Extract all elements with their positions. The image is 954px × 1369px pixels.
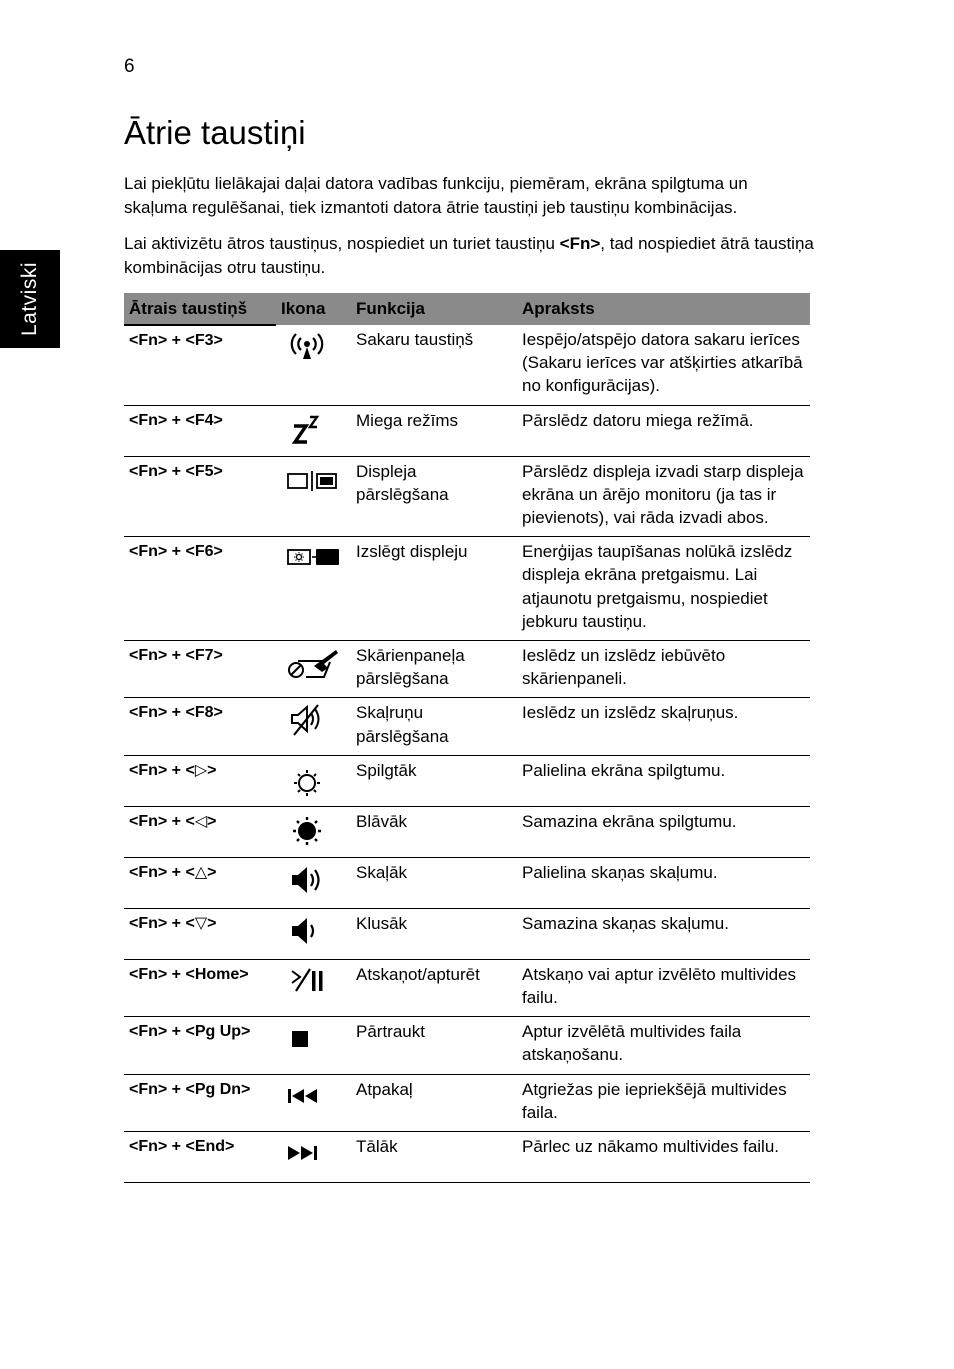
play-pause-icon [284, 963, 330, 1003]
table-row [124, 1132, 810, 1183]
page-number: 6 [124, 56, 135, 77]
function-name: Pārtraukt [351, 1017, 517, 1074]
wireless-icon [284, 328, 330, 368]
volume-up-icon [284, 861, 330, 901]
intro-paragraph-1: Lai piekļūtu lielākajai daļai datora vadības funkciju, piemēram, ekrāna spilgtuma un skaļuma regulēšanai, tiek izmantoti datora ātrie taustiņi jeb taustiņu kombinācijas. [124, 174, 748, 217]
function-name: Skaļāk [351, 857, 517, 908]
hotkey: <Fn> + <Home> [124, 959, 276, 1016]
function-name: Tālāk [351, 1132, 517, 1183]
function-description: Atgriežas pie iepriekšējā multivides faila. [517, 1074, 810, 1131]
language-tab-label: Latviski [18, 261, 41, 337]
function-description: Palielina skaņas skaļumu. [517, 857, 810, 908]
display-off-icon [284, 540, 342, 580]
function-name: Miega režīms [351, 405, 517, 456]
function-description: Ieslēdz un izslēdz iebūvēto skārienpaneli. [517, 641, 810, 698]
table-header-row [124, 293, 810, 325]
table-row [124, 857, 810, 908]
table-row [124, 698, 810, 755]
function-description: Samazina skaņas skaļumu. [517, 908, 810, 959]
function-name: Izslēgt displeju [351, 537, 517, 641]
brightness-up-icon [284, 759, 330, 799]
table-row [124, 641, 810, 698]
function-description: Samazina ekrāna spilgtumu. [517, 806, 810, 857]
header-function: Funkcija [351, 293, 517, 325]
function-name: Klusāk [351, 908, 517, 959]
table-row [124, 1074, 810, 1131]
hotkey: <Fn> + <▽> [124, 908, 276, 959]
display-toggle-icon [284, 460, 340, 500]
hotkey: <Fn> + <▷> [124, 755, 276, 806]
table-row [124, 405, 810, 456]
hotkey: <Fn> + <F3> [124, 325, 276, 405]
intro-2-fn-key: <Fn> [559, 234, 601, 253]
table-row [124, 806, 810, 857]
function-description: Pārlec uz nākamo multivides failu. [517, 1132, 810, 1183]
table-row [124, 456, 810, 537]
table-row [124, 1017, 810, 1074]
hotkey: <Fn> + <F6> [124, 537, 276, 641]
brightness-down-icon [284, 810, 330, 850]
hotkeys-table [124, 293, 810, 1183]
intro-paragraph-2 [124, 232, 814, 279]
function-description: Atskaņo vai aptur izvēlēto multivides failu. [517, 959, 810, 1016]
header-icon: Ikona [276, 293, 351, 325]
function-name: Displeja pārslēgšana [351, 456, 517, 537]
volume-down-icon [284, 912, 330, 952]
function-description: Pārslēdz displeja izvadi starp displeja ekrāna un ārējo monitoru (ja tas ir pievienots), vai rāda izvadi abos. [517, 456, 810, 537]
intro-2-text-start: Lai aktivizētu ātros taustiņus, nospiediet un turiet taustiņu [124, 234, 560, 253]
next-track-icon [284, 1135, 330, 1175]
function-description: Palielina ekrāna spilgtumu. [517, 755, 810, 806]
hotkey: <Fn> + <△> [124, 857, 276, 908]
function-description: Pārslēdz datoru miega režīmā. [517, 405, 810, 456]
header-description: Apraksts [517, 293, 810, 325]
hotkey: <Fn> + <F5> [124, 456, 276, 537]
table-row [124, 325, 810, 405]
table-row [124, 908, 810, 959]
hotkey: <Fn> + <Pg Dn> [124, 1074, 276, 1131]
intro-2-text-end: , tad nospiediet ātrā taustiņa kombinācijas otru taustiņu. [124, 234, 814, 277]
hotkey: <Fn> + <Pg Up> [124, 1017, 276, 1074]
function-name: Skārienpaneļa pārslēgšana [351, 641, 517, 698]
header-key: Ātrais taustiņš [124, 293, 276, 325]
language-tab [0, 250, 60, 348]
sleep-icon [284, 409, 330, 449]
table-row [124, 755, 810, 806]
touchpad-toggle-icon [284, 644, 342, 684]
stop-icon [284, 1020, 330, 1060]
hotkey: <Fn> + <F8> [124, 698, 276, 755]
function-description: Iespējo/atspējo datora sakaru ierīces (Sakaru ierīces var atšķirties atkarībā no konfigurācijas). [517, 325, 810, 405]
function-name: Blāvāk [351, 806, 517, 857]
function-name: Sakaru taustiņš [351, 325, 517, 405]
function-description: Aptur izvēlētā multivides faila atskaņošanu. [517, 1017, 810, 1074]
function-name: Atpakaļ [351, 1074, 517, 1131]
table-row [124, 959, 810, 1016]
table-row [124, 537, 810, 641]
function-name: Skaļruņu pārslēgšana [351, 698, 517, 755]
previous-track-icon [284, 1078, 330, 1118]
hotkey: <Fn> + <End> [124, 1132, 276, 1183]
hotkey: <Fn> + <F4> [124, 405, 276, 456]
function-description: Enerģijas taupīšanas nolūkā izslēdz displeja ekrāna pretgaismu. Lai atjaunotu pretgaismu, nospiediet jebkuru taustiņu. [517, 537, 810, 641]
hotkey: <Fn> + <◁> [124, 806, 276, 857]
hotkey: <Fn> + <F7> [124, 641, 276, 698]
function-description: Ieslēdz un izslēdz skaļruņus. [517, 698, 810, 755]
function-name: Spilgtāk [351, 755, 517, 806]
speaker-mute-icon [284, 701, 330, 741]
function-name: Atskaņot/apturēt [351, 959, 517, 1016]
page-title: Ātrie taustiņi [124, 114, 306, 151]
